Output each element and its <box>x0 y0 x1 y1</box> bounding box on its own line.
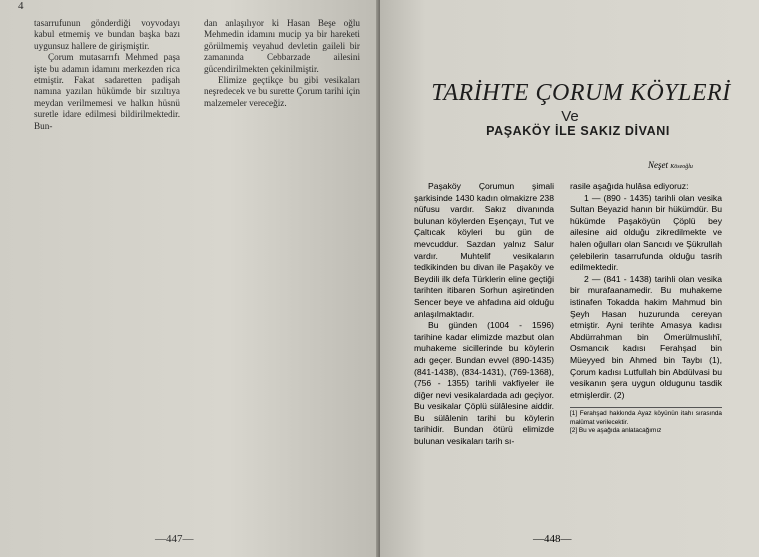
article-subtitle: PAŞAKÖY İLE SAKIZ DİVANI <box>486 124 670 138</box>
right-page-number: —448— <box>533 533 572 545</box>
left-page-column-1 <box>34 18 180 132</box>
left-page-column-2 <box>204 18 360 109</box>
footnote: [1] Ferahşad hakkında Ayaz köyünün itahı sırasında malûmat verilecektir. <box>570 410 722 426</box>
paragraph: Paşaköy Çorumun şimali şarkisinde 1430 kadın olmakizre 238 nüfusu vardır. Sakız divanında bulunan köylerden Eşençayı, Tut ve Çaltıcak köyleri bu gün de mevcuddur. Sazdan yalnız Salur vardır. Muhtelif vesikaların tedkikinden bu divan ile Paşaköy ve Beydili ilk defa Türklerin eline geçtiği tarihten itibaren Sorhun aşiretinden Sencer beye ve ahfadına aid olduğu anlaşılmaktadır. <box>414 181 554 319</box>
left-page-top-number: 4 <box>18 0 24 12</box>
right-page-column-1 <box>414 181 554 448</box>
left-page-number: —447— <box>155 533 194 545</box>
author-byline <box>648 160 693 170</box>
paragraph: 2 — (841 - 1438) tarihli olan vesika bir murafaanamedir. Bu muhakeme istinafen Tokadda hakim Mahmud bin Şeyh Hasan huzurunda cereyan etmiştir. Ayni terihte Amasya kadısı Abdürrahman bin Ömerülmuslıhî, Osmancık kadısı Ferahşad bin Müeyyed bin Ahmed bin Taybı (1), Çorum kadısı Lutfullah bin Abdülvasi bu vesikanın şera uygun oldugunu tasdik etmişlerdir. (2) <box>570 273 722 400</box>
article-title: TARİHTE ÇORUM KÖYLERİ <box>431 80 731 106</box>
paragraph: Çorum mutasarrıfı Mehmed paşa işte bu adamın idamını merkezden rica etmiştir. Fakat sadaretten padişah namına yazılan hükümde bir sızıltıya meydan verilmemesi ve halkın hüsnü suretle idare edilmesi bildirilmektedir. Bun- <box>34 52 180 131</box>
left-page <box>0 0 379 557</box>
author-name: Neşet <box>648 160 668 170</box>
footnote: [2] Bu ve aşağıda anlatacağımız <box>570 427 662 435</box>
paragraph: rasile aşağıda hulâsa ediyoruz: <box>570 181 689 191</box>
paragraph: Bu günden (1004 - 1596) tarihine kadar elimizde mazbut olan muhakeme sicillerinde bu köylerin adı geçer. Bundan evvel (890-1435) (841-1438), (834-1431), (769-1368), (756 - 1355) tarihli vakfiyeler ile diğer nevi vesikalardada adı geçiyor. Bu vesikalar Çöplü sülâlesine aiddir. Bu sülâlenin tarihi bu köylerin tarihidir. Bundan ötürü elimizde bulunan vesikaları tarih sı- <box>414 320 554 447</box>
footnotes <box>570 407 722 436</box>
paragraph: Elimize geçtikçe bu gibi vesikaları neşredecek ve bu surette Çorum tarihi için malzemeler vereceğiz. <box>204 75 360 108</box>
right-page-column-2 <box>570 181 722 436</box>
paragraph: dan anlaşılıyor ki Hasan Beşe oğlu Mehmedin idamını mucip ya bir hareketi görülmemiş veyahud devletin gaileli bir zamanında Cebbarzade ailesini gücendirilmekten çekinilmiştir. <box>204 18 360 74</box>
paragraph: tasarrufunun gönderdiği voyvodayı kabul etmemiş ve bundan başka bazı uygunsuz hallere de girişmiştir. <box>34 18 180 51</box>
paragraph: 1 — (890 - 1435) tarihli olan vesika Sultan Beyazid hanın bir hükümdür. Bu hükümde Paşaköyün Çöplü bey ailesine aid olduğu zikredilmekte ve halen oğulları olan Sancıdı ve Şükrullah çelebilerin tasarrufunda olduğu tasrih edilmektedir. <box>570 192 722 273</box>
author-surname: Köseoğlu <box>670 164 693 170</box>
title-conjunction: Ve <box>561 108 579 125</box>
